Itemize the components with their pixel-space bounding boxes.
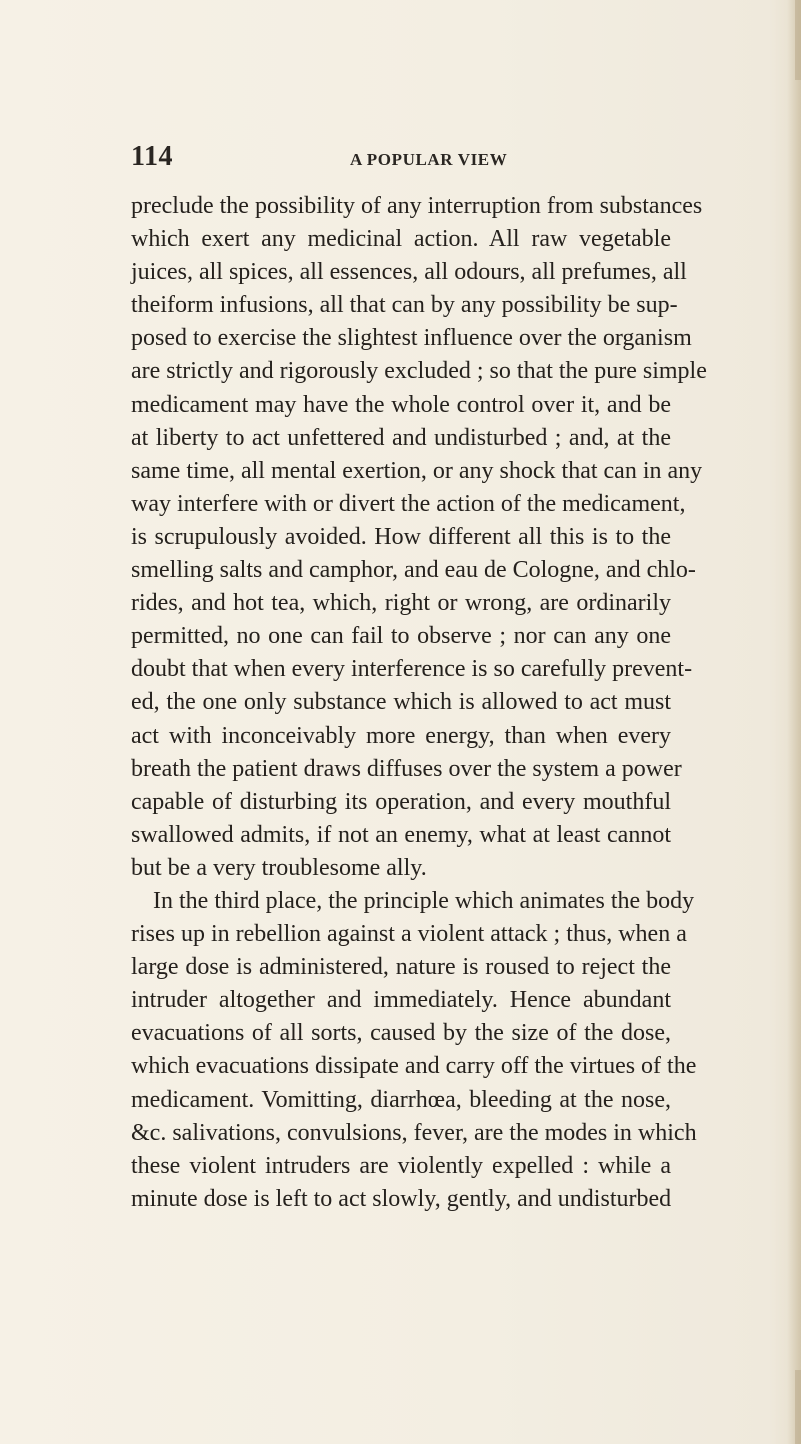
text-line: rises up in rebellion against a violent attack ; thus, when a <box>131 921 687 948</box>
text-line: preclude the possibility of any interruption from substances <box>131 193 703 219</box>
text-line: permitted, no one can fail to observe ; nor can any one <box>131 623 671 650</box>
text-line: medicament. Vomitting, diarrhœa, bleeding at the nose, <box>131 1086 671 1113</box>
text-line: same time, all mental exertion, or any shock that can in any <box>131 457 703 484</box>
running-head: A POPULAR VIEW <box>350 150 508 169</box>
text-line: capable of disturbing its operation, and every mouthful <box>131 788 671 815</box>
body-text <box>131 190 707 1216</box>
text-line: ed, the one only substance which is allowed to act must <box>131 689 671 716</box>
text-line: doubt that when every interference is so carefully prevent- <box>131 656 693 683</box>
text-line: rides, and hot tea, which, right or wrong, are ordinarily <box>131 590 671 617</box>
text-line: act with inconceivably more energy, than when every <box>131 722 671 749</box>
text-line: intruder altogether and immediately. Hence abundant <box>131 987 671 1014</box>
page-edge-mark-top <box>795 0 801 80</box>
text-line: theiform infusions, all that can by any possibility be sup- <box>131 292 678 319</box>
text-line: breath the patient draws diffuses over the system a power <box>131 755 682 782</box>
page-edge-mark-bottom <box>795 1370 801 1444</box>
text-line: which exert any medicinal action. All raw vegetable <box>131 226 671 253</box>
text-line: is scrupulously avoided. How different all this is to the <box>131 523 671 550</box>
text-line: minute dose is left to act slowly, gently, and undisturbed <box>131 1185 672 1212</box>
text-line: which evacuations dissipate and carry off the virtues of the <box>131 1053 697 1080</box>
page-number: 114 <box>131 141 173 172</box>
text-line: juices, all spices, all essences, all odours, all prefumes, all <box>131 259 687 286</box>
text-line: way interfere with or divert the action of the medicament, <box>131 490 686 517</box>
text-line: smelling salts and camphor, and eau de Cologne, and chlo- <box>131 557 696 584</box>
page-header <box>131 141 671 181</box>
page-edge-shadow <box>787 0 801 1444</box>
text-line: &c. salivations, convulsions, fever, are the modes in which <box>131 1119 697 1146</box>
text-line: posed to exercise the slightest influence over the organism <box>131 325 692 352</box>
text-line: evacuations of all sorts, caused by the size of the dose, <box>131 1020 671 1047</box>
text-line: are strictly and rigorously excluded ; so that the pure simple <box>131 358 707 385</box>
text-line: large dose is administered, nature is roused to reject the <box>131 954 671 981</box>
text-line-paragraph-start: In the third place, the principle which animates the body <box>153 887 695 914</box>
text-line: these violent intruders are violently expelled : while a <box>131 1152 671 1179</box>
text-line-paragraph-end: but be a very troublesome ally. <box>131 854 427 881</box>
text-line: medicament may have the whole control over it, and be <box>131 391 671 418</box>
text-line: at liberty to act unfettered and undisturbed ; and, at the <box>131 424 671 451</box>
text-line: swallowed admits, if not an enemy, what at least cannot <box>131 821 671 848</box>
